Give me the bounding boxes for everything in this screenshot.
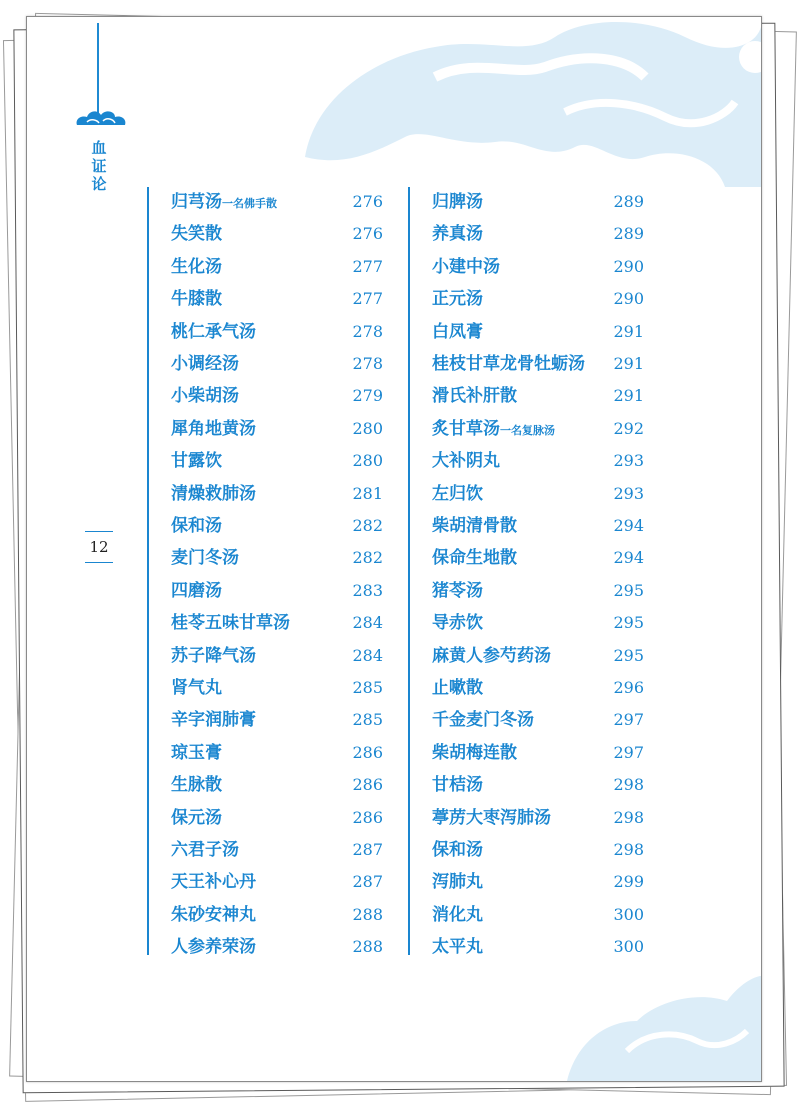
toc-entry-name: 桃仁承气汤 xyxy=(171,321,256,342)
page-number-rule-bottom xyxy=(85,562,113,563)
toc-entry-title xyxy=(432,543,517,573)
toc-entry-title xyxy=(171,900,256,930)
toc-entry-page: 298 xyxy=(613,775,644,795)
toc-entry[interactable] xyxy=(171,576,383,606)
toc-entry-name: 大补阴丸 xyxy=(432,451,500,472)
toc-entry-name: 归脾汤 xyxy=(432,192,483,212)
toc-entry-title xyxy=(432,673,483,703)
toc-entry-title xyxy=(432,284,483,314)
toc-entry-title xyxy=(432,252,500,282)
toc-entry-title xyxy=(432,770,483,800)
toc-entry[interactable] xyxy=(432,187,644,217)
book-page xyxy=(26,16,762,1082)
toc-entry-name: 牛膝散 xyxy=(171,289,222,310)
toc-entry-page: 290 xyxy=(613,289,644,309)
toc-entry-name: 四磨汤 xyxy=(171,580,222,601)
toc-entry-name: 保和汤 xyxy=(171,516,222,536)
toc-entry-title xyxy=(171,641,256,671)
toc-entry-name: 朱砂安神丸 xyxy=(171,904,256,925)
toc-entry-title xyxy=(432,932,483,962)
toc-entry-name: 辛字润肺膏 xyxy=(171,710,256,731)
toc-entry[interactable] xyxy=(432,446,644,476)
toc-entry-name: 白凤膏 xyxy=(432,321,483,342)
toc-entry-name: 甘露饮 xyxy=(171,451,222,472)
toc-entry-name: 苏子降气汤 xyxy=(171,645,256,666)
toc-entry-alias: 一名佛手散 xyxy=(222,197,277,210)
toc-entry[interactable] xyxy=(171,187,383,217)
toc-entry-title xyxy=(432,349,585,379)
toc-entry[interactable] xyxy=(171,349,383,379)
toc-entry[interactable] xyxy=(171,479,383,509)
toc-entry-title xyxy=(432,900,483,930)
toc-entry-page: 286 xyxy=(352,775,383,795)
toc-entry-page: 291 xyxy=(613,386,644,406)
toc-entry[interactable] xyxy=(171,284,383,314)
toc-entry[interactable] xyxy=(171,770,383,800)
toc-entry-name: 失笑散 xyxy=(171,224,222,245)
toc-entry-page: 289 xyxy=(613,192,644,211)
toc-entry-name: 太平丸 xyxy=(432,937,483,958)
toc-entry-name: 桂枝甘草龙骨牡蛎汤 xyxy=(432,354,585,374)
hanging-line xyxy=(97,23,99,115)
toc-entry[interactable] xyxy=(171,673,383,703)
toc-entry-name: 人参养荣汤 xyxy=(171,937,256,958)
toc-entry-page: 282 xyxy=(352,548,383,568)
toc-entry-title xyxy=(171,446,222,476)
toc-entry-title xyxy=(432,187,483,217)
toc-entry-title xyxy=(171,381,239,411)
toc-entry-name: 天王补心丹 xyxy=(171,872,256,893)
toc-entry-title xyxy=(171,414,256,444)
toc-entry-page: 293 xyxy=(613,483,644,503)
toc-entry[interactable] xyxy=(171,252,383,282)
toc-entry-page: 294 xyxy=(613,516,644,535)
toc-entry[interactable] xyxy=(432,900,644,930)
toc-entry[interactable] xyxy=(171,738,383,768)
toc-entry-title xyxy=(171,867,256,897)
toc-entry-name: 保和汤 xyxy=(432,840,483,860)
toc-entry-title xyxy=(171,252,222,282)
toc-entry-title xyxy=(432,835,483,865)
toc-entry-title xyxy=(432,219,483,249)
toc-entry-title xyxy=(171,219,222,249)
toc-entry-page: 285 xyxy=(352,678,383,697)
toc-entry-page: 276 xyxy=(352,224,383,244)
toc-entry-name: 养真汤 xyxy=(432,224,483,245)
column-rule xyxy=(147,187,149,955)
toc-entry[interactable] xyxy=(432,608,644,638)
toc-entry-name: 保命生地散 xyxy=(432,548,517,569)
toc-entry-name: 肾气丸 xyxy=(171,678,222,698)
toc-entry-title xyxy=(432,414,555,446)
toc-entry[interactable] xyxy=(432,867,644,897)
toc-entry-title xyxy=(171,511,222,541)
toc-entry[interactable] xyxy=(432,511,644,541)
toc-entry[interactable] xyxy=(171,835,383,865)
toc-entry-page: 285 xyxy=(352,710,383,730)
toc-entry-title xyxy=(171,705,256,735)
toc-entry[interactable] xyxy=(432,284,644,314)
toc-entry-name: 小调经汤 xyxy=(171,354,239,374)
toc-entry-name: 葶苈大枣泻肺汤 xyxy=(432,807,551,828)
toc-entry-title xyxy=(171,187,277,219)
toc-entry-page: 298 xyxy=(613,807,644,827)
toc-entry[interactable] xyxy=(432,803,644,833)
toc-entry-page: 278 xyxy=(352,321,383,341)
toc-entry[interactable] xyxy=(171,414,383,444)
cloud-decoration-bottom xyxy=(567,961,761,1081)
cloud-ornament-icon xyxy=(73,105,129,131)
toc-entry-name: 生脉散 xyxy=(171,775,222,796)
toc-entry-page: 278 xyxy=(352,354,383,373)
page-number xyxy=(85,531,113,563)
toc-entry-title xyxy=(171,608,290,638)
toc-entry-title xyxy=(432,803,551,833)
toc-entry-page: 290 xyxy=(613,256,644,276)
toc-entry[interactable] xyxy=(171,219,383,249)
toc-entry[interactable] xyxy=(432,349,644,379)
toc-entry-page: 280 xyxy=(352,451,383,471)
toc-entry-title xyxy=(432,479,483,509)
toc-entry-name: 炙甘草汤 xyxy=(432,418,500,439)
toc-entry-title xyxy=(171,317,256,347)
toc-entry[interactable] xyxy=(432,576,644,606)
toc-entry[interactable] xyxy=(171,381,383,411)
toc-entry-page: 286 xyxy=(352,807,383,827)
toc-entry-page: 291 xyxy=(613,354,644,373)
toc-entry-page: 287 xyxy=(352,840,383,859)
toc-entry-title xyxy=(432,705,534,735)
toc-entry-title xyxy=(171,770,222,800)
toc-entry-name: 桂苓五味甘草汤 xyxy=(171,613,290,634)
toc-entry-page: 280 xyxy=(352,418,383,438)
toc-entry[interactable] xyxy=(432,219,644,249)
toc-entry-page: 295 xyxy=(613,613,644,633)
toc-entry[interactable] xyxy=(432,770,644,800)
toc-entry[interactable] xyxy=(432,317,644,347)
toc-entry-title xyxy=(171,349,239,379)
toc-entry-page: 297 xyxy=(613,742,644,762)
toc-entry-name: 左归饮 xyxy=(432,483,483,504)
toc-entry[interactable] xyxy=(171,641,383,671)
toc-entry[interactable] xyxy=(171,900,383,930)
toc-entry-page: 289 xyxy=(613,224,644,244)
toc-entry[interactable] xyxy=(171,803,383,833)
toc-entry-name: 犀角地黄汤 xyxy=(171,418,256,439)
toc-entry[interactable] xyxy=(432,738,644,768)
toc-entry[interactable] xyxy=(171,543,383,573)
toc-entry-name: 导赤饮 xyxy=(432,613,483,634)
toc-entry-title xyxy=(171,932,256,962)
toc-entry-page: 281 xyxy=(352,483,383,503)
toc-entry-page: 291 xyxy=(613,321,644,341)
toc-entry-page: 282 xyxy=(352,516,383,535)
toc-entry-name: 小柴胡汤 xyxy=(171,386,239,407)
toc-entry-page: 276 xyxy=(352,192,383,211)
toc-entry[interactable] xyxy=(432,381,644,411)
toc-entry-name: 清燥救肺汤 xyxy=(171,483,256,504)
toc-entry-page: 296 xyxy=(613,678,644,697)
toc-entry-title xyxy=(171,284,222,314)
toc-entry-page: 292 xyxy=(613,418,644,438)
toc-entry-title xyxy=(432,738,517,768)
toc-entry-name: 六君子汤 xyxy=(171,840,239,860)
cloud-decoration-top xyxy=(285,17,761,187)
toc-entry-name: 归芎汤 xyxy=(171,192,222,212)
toc-entry-title xyxy=(432,576,483,606)
toc-entry-page: 288 xyxy=(352,937,383,957)
toc-entry-title xyxy=(171,673,222,703)
toc-entry-page: 284 xyxy=(352,613,383,633)
toc-entry-title xyxy=(432,867,483,897)
toc-entry-page: 300 xyxy=(613,937,644,957)
toc-entry[interactable] xyxy=(432,705,644,735)
toc-entry-page: 294 xyxy=(613,548,644,568)
toc-entry[interactable] xyxy=(432,414,644,444)
toc-entry-title xyxy=(432,446,500,476)
toc-entry[interactable] xyxy=(171,932,383,962)
toc-entry-name: 生化汤 xyxy=(171,256,222,277)
toc-entry-title xyxy=(432,317,483,347)
toc-entry-title xyxy=(171,738,222,768)
toc-entry[interactable] xyxy=(171,705,383,735)
toc-entry-title xyxy=(432,511,517,541)
toc-entry-page: 299 xyxy=(613,872,644,892)
toc-entry-title xyxy=(432,608,483,638)
toc-entry-page: 279 xyxy=(352,386,383,406)
toc-entry-name: 正元汤 xyxy=(432,289,483,310)
toc-entry[interactable] xyxy=(432,479,644,509)
toc-entry[interactable] xyxy=(171,317,383,347)
toc-entry-name: 千金麦门冬汤 xyxy=(432,710,534,731)
toc-entry-alias: 一名复脉汤 xyxy=(500,423,555,437)
toc-entry-title xyxy=(432,641,551,671)
toc-entry-page: 297 xyxy=(613,710,644,730)
toc-entry-name: 消化丸 xyxy=(432,904,483,925)
toc-entry-page: 293 xyxy=(613,451,644,471)
toc-entry[interactable] xyxy=(432,673,644,703)
toc-entry-title xyxy=(171,479,256,509)
toc-entry-page: 277 xyxy=(352,256,383,276)
toc-entry-name: 泻肺丸 xyxy=(432,872,483,893)
toc-entry-page: 284 xyxy=(352,645,383,665)
toc-entry[interactable] xyxy=(171,867,383,897)
toc-entry[interactable] xyxy=(432,835,644,865)
toc-entry-title xyxy=(171,543,239,573)
toc-entry-name: 猪苓汤 xyxy=(432,580,483,601)
toc-entry[interactable] xyxy=(171,511,383,541)
toc-entry-name: 小建中汤 xyxy=(432,256,500,277)
toc-entry[interactable] xyxy=(432,252,644,282)
toc-entry-page: 283 xyxy=(352,580,383,600)
toc-entry-title xyxy=(171,803,222,833)
toc-entry-page: 287 xyxy=(352,872,383,892)
toc-entry-page: 300 xyxy=(613,904,644,924)
column-rule xyxy=(408,187,410,955)
toc-entry-page: 286 xyxy=(352,742,383,762)
toc-entry-name: 麦门冬汤 xyxy=(171,548,239,569)
toc-entry[interactable] xyxy=(432,543,644,573)
toc-entry[interactable] xyxy=(171,608,383,638)
toc-entry-name: 柴胡清骨散 xyxy=(432,516,517,536)
toc-entry-page: 295 xyxy=(613,645,644,665)
page-number-text: 12 xyxy=(89,538,109,556)
toc-entry-name: 麻黄人参芍药汤 xyxy=(432,645,551,666)
toc-entry-title xyxy=(171,835,239,865)
toc-entry-name: 柴胡梅连散 xyxy=(432,742,517,763)
toc-entry-title xyxy=(432,381,517,411)
toc-entry-name: 琼玉膏 xyxy=(171,742,222,763)
section-title-vertical: 血证论 xyxy=(91,139,107,193)
toc-entry-page: 288 xyxy=(352,904,383,924)
toc-entry-name: 保元汤 xyxy=(171,807,222,828)
toc-entry-title xyxy=(171,576,222,606)
toc-entry-name: 止嗽散 xyxy=(432,678,483,698)
toc-entry-page: 277 xyxy=(352,289,383,309)
toc-entry-name: 滑氏补肝散 xyxy=(432,386,517,407)
toc-entry-name: 甘桔汤 xyxy=(432,775,483,796)
toc-entry[interactable] xyxy=(432,641,644,671)
toc-entry-page: 298 xyxy=(613,840,644,859)
toc-entry-page: 295 xyxy=(613,580,644,600)
toc-entry[interactable] xyxy=(171,446,383,476)
toc-entry[interactable] xyxy=(432,932,644,962)
